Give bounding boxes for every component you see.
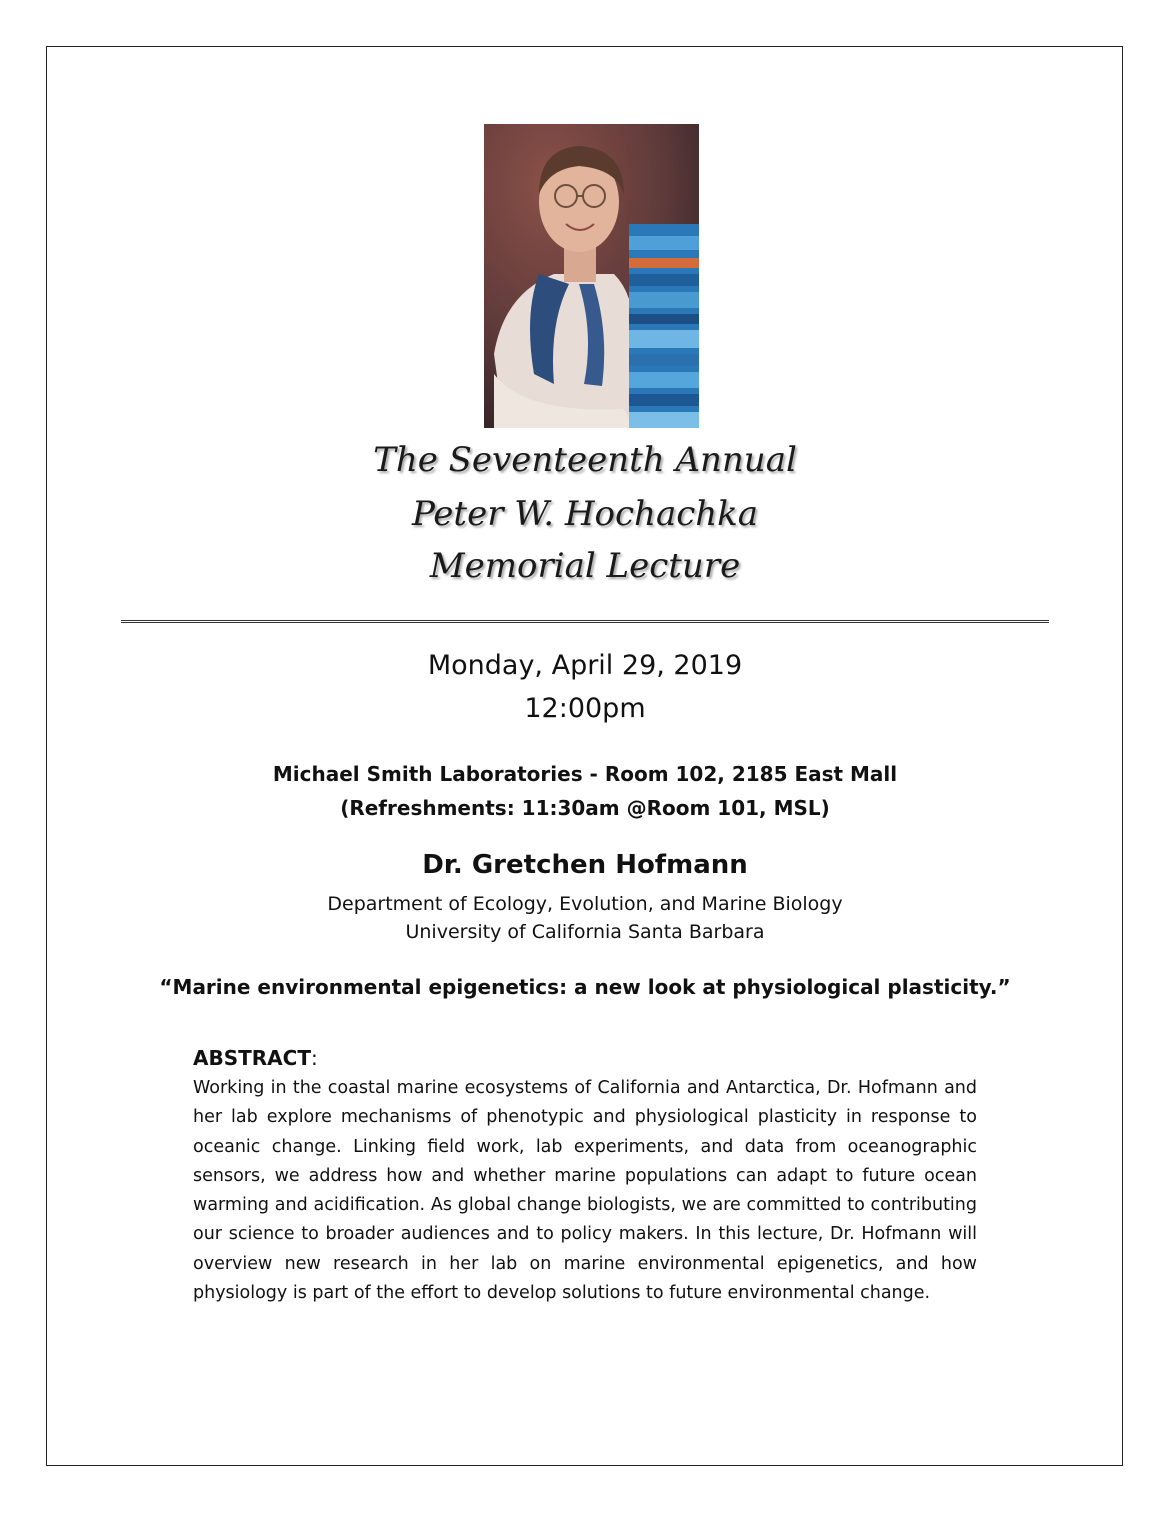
abstract-heading-text: ABSTRACT — [193, 1046, 311, 1070]
lecture-title-line-1: The Seventeenth Annual — [373, 440, 797, 480]
event-time: 12:00pm — [524, 693, 646, 724]
speaker-name: Dr. Gretchen Hofmann — [422, 850, 748, 880]
lecture-title-line-3: Memorial Lecture — [429, 546, 741, 586]
speaker-department: Department of Ecology, Evolution, and Marine Biology — [327, 893, 843, 915]
event-date: Monday, April 29, 2019 — [427, 650, 743, 681]
abstract-heading — [193, 1046, 318, 1070]
portrait-photo — [484, 124, 699, 428]
speaker-university: University of California Santa Barbara — [405, 921, 765, 943]
lecture-title-line-2: Peter W. Hochachka — [411, 494, 759, 534]
abstract-heading-colon: : — [310, 1046, 318, 1070]
divider — [121, 620, 1049, 623]
event-location: Michael Smith Laboratories - Room 102, 2185 East Mall — [272, 762, 898, 786]
refreshments-info: (Refreshments: 11:30am @Room 101, MSL) — [340, 796, 830, 820]
abstract-body: Working in the coastal marine ecosystems of California and Antarctica, Dr. Hofmann and her lab explore mechanisms of phenotypic and physiological plasticity in response to oceanic change. Linking field work, lab experiments, and data from oceanographic sensors, we address how and whether marine populations can adapt to future ocean warming and acidification. As global change biologists, we are committed to contributing our science to broader audiences and to policy makers. In this lecture, Dr. Hofmann will overview new research in her lab on marine environmental epigenetics, and how physiology is part of the effort to develop solutions to future environmental change. — [193, 1078, 977, 1304]
talk-title: “Marine environmental epigenetics: a new look at physiological plasticity.” — [159, 975, 1011, 999]
